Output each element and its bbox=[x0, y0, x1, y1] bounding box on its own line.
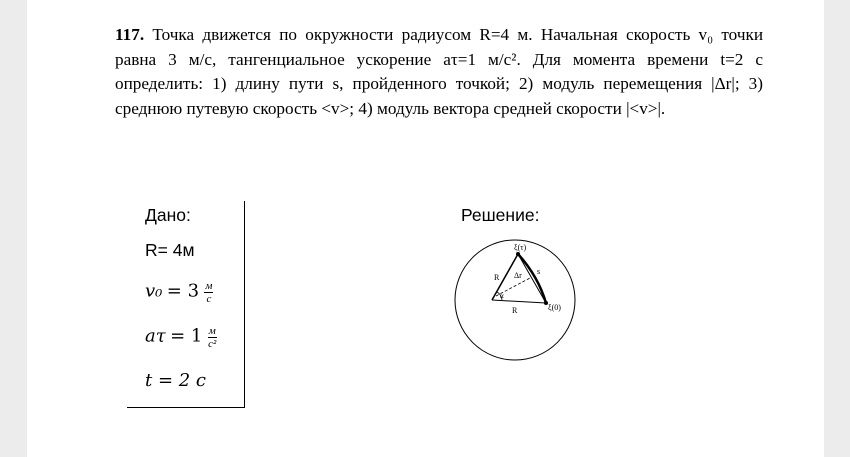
arc-label: s bbox=[537, 267, 541, 276]
v0-value: = 3 bbox=[166, 280, 200, 302]
a-value: = 1 bbox=[170, 325, 203, 347]
v0-symbol: v₀ bbox=[145, 280, 163, 302]
a-unit-num: м bbox=[208, 325, 216, 337]
given-a bbox=[145, 325, 217, 350]
given-time: t = 2 c bbox=[145, 370, 207, 391]
v0-unit-num: м bbox=[205, 280, 213, 292]
radius-bottom-line bbox=[492, 300, 546, 303]
v0-unit bbox=[204, 280, 213, 305]
problem-number: 117. bbox=[115, 25, 145, 44]
problem-text: Точка движется по окружности радиусом R=4 м. Начальная скорость v₀ точки равна 3 м/с, тангенциальное ускорение aτ=1 м/с². Для момента времени t=2 с определить: 1) длину пути s, пройденного точкой; 2) модуль перемещения |Δr|; 3) среднюю путевую скорость <v>; 4) модуль вектора средней скорости |<v>|. bbox=[115, 25, 764, 118]
right-point-label: ξ(0) bbox=[548, 303, 561, 312]
given-v0 bbox=[145, 280, 213, 305]
delta-r-line bbox=[518, 254, 546, 303]
radius-left-label: R bbox=[494, 273, 500, 282]
radius-bottom-label: R bbox=[512, 306, 518, 315]
a-symbol: aτ bbox=[145, 325, 166, 347]
v0-unit-den: с bbox=[206, 293, 212, 305]
delta-r-label: Δr bbox=[514, 271, 522, 280]
solution-title: Решение: bbox=[461, 205, 540, 225]
top-point bbox=[516, 252, 520, 256]
given-radius: R= 4м bbox=[145, 240, 195, 260]
angle-label: α bbox=[500, 292, 504, 300]
circle-diagram bbox=[430, 238, 580, 363]
given-title: Дано: bbox=[145, 205, 191, 225]
a-unit-den: с² bbox=[208, 338, 217, 350]
a-unit bbox=[208, 325, 217, 350]
problem-statement bbox=[115, 23, 763, 121]
top-point-label: ξ(τ) bbox=[514, 243, 527, 252]
